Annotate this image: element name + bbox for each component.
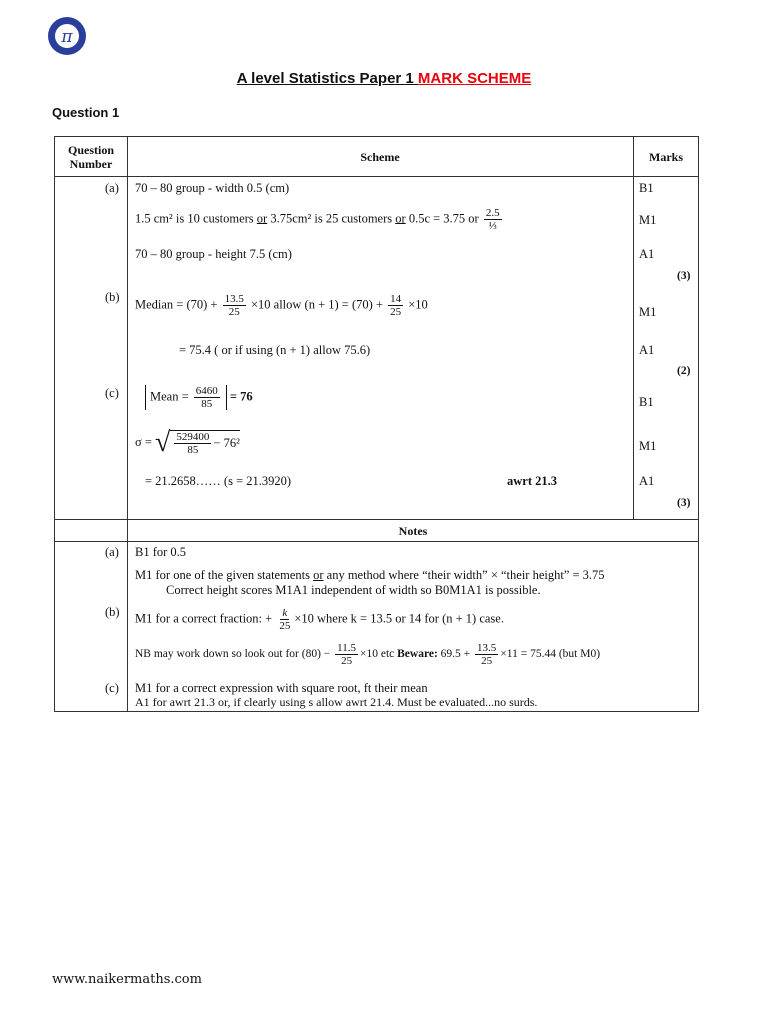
mark-c-1: B1	[639, 395, 654, 409]
scheme-c-result: = 21.2658…… (s = 21.3920)	[145, 474, 292, 488]
notes-a-line3: Correct height scores M1A1 independent of width so B0M1A1 is possible.	[166, 583, 541, 597]
header-notes: Notes	[398, 524, 428, 538]
notes-a-label: (a)	[105, 545, 119, 559]
part-b-label: (b)	[105, 290, 120, 304]
scheme-c-sigma: σ = √ 529400 85 − 76²	[135, 427, 240, 458]
total-b: (2)	[677, 365, 691, 377]
notes-c-line2: A1 for awrt 21.3 or, if clearly using s allow awrt 21.4. Must be evaluated...no surds.	[135, 695, 538, 709]
naikermaths-logo	[47, 16, 87, 56]
notes-a-b1: B1 for 0.5	[135, 545, 187, 559]
fraction-2.5-third: 2.5 ⅓	[485, 207, 500, 232]
header-question-number: Question Number	[67, 143, 114, 171]
scheme-a-line2: 1.5 cm² is 10 customers or 3.75cm² is 25 customers or 0.5c = 3.75 or 2.5 ⅓	[135, 207, 500, 232]
mark-b-2: A1	[639, 343, 655, 357]
notes-b-label: (b)	[105, 605, 120, 619]
total-a: (3)	[677, 270, 691, 282]
mark-c-2: M1	[639, 439, 657, 453]
notes-c-label: (c)	[105, 681, 119, 695]
mark-a-1: B1	[639, 181, 654, 195]
header-marks: Marks	[649, 150, 683, 164]
mark-c-3: A1	[639, 474, 655, 488]
scheme-c-awrt: awrt 21.3	[507, 474, 557, 488]
mark-b-1: M1	[639, 305, 657, 319]
title-mark-scheme: MARK SCHEME	[417, 70, 532, 87]
mark-a-2: M1	[639, 213, 657, 227]
notes-b-nb: NB may work down so look out for (80) − $\frac{11.5}{25}$ ×10 etc Beware: 69.5 + $\frac{13.5}{25}$ ×11 = 75.44 (but M0)	[135, 642, 601, 667]
part-a-label: (a)	[105, 181, 119, 195]
title-main: A level Statistics Paper 1	[236, 70, 418, 87]
header-scheme: Scheme	[360, 150, 400, 164]
scheme-a-line3: 70 – 80 group - height 7.5 (cm)	[135, 247, 292, 261]
scheme-a-line1: 70 – 80 group - width 0.5 (cm)	[135, 181, 290, 195]
notes-b-m1: M1 for a correct fraction: + $\frac{k}{25}$ ×10 where k = 13.5 or 14 for (n + 1) case.	[135, 607, 504, 632]
part-c-label: (c)	[105, 386, 119, 400]
mark-scheme-table	[54, 136, 699, 712]
page-title	[0, 70, 768, 87]
logo-pi: π	[61, 27, 73, 47]
scheme-c-mean: Mean = $\frac{6460}{85}$ = 76	[145, 385, 253, 410]
mark-a-3: A1	[639, 247, 655, 261]
notes-c-line1: M1 for a correct expression with square root, ft their mean	[135, 681, 428, 695]
footer-website: www.naikermaths.com	[52, 972, 202, 987]
total-c: (3)	[677, 497, 691, 509]
question-label: Question 1	[52, 105, 120, 120]
notes-a-m1: M1 for one of the given statements or any method where “their width” × “their height” = 3.75	[135, 568, 605, 582]
scheme-b-result: = 75.4 ( or if using (n + 1) allow 75.6)	[179, 343, 371, 357]
scheme-b-median: Median = (70) + $\frac{13.5}{25}$ ×10 allow (n + 1) = (70) + $\frac{14}{25}$ ×10	[135, 293, 428, 318]
